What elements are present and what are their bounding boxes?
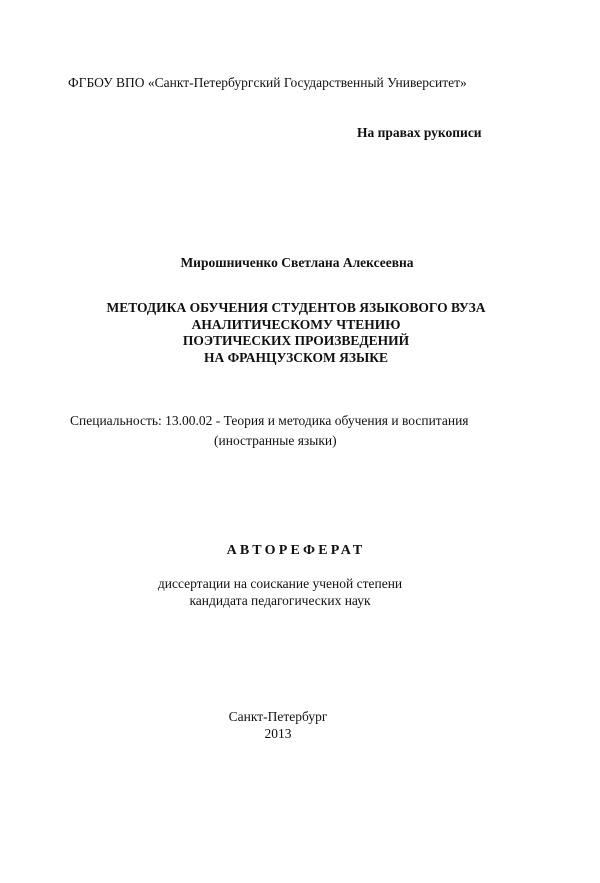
- city: Санкт-Петербург: [228, 709, 328, 724]
- year: 2013: [264, 725, 292, 741]
- publication-place: [0, 709, 556, 742]
- dissertation-title: [0, 300, 592, 366]
- purpose-line: диссертации на соискание ученой степени: [157, 576, 403, 591]
- institution-name: ФГБОУ ВПО «Санкт-Петербургский Государственный Университет»: [68, 75, 467, 90]
- title-line: НА ФРАНЦУЗСКОМ ЯЗЫКЕ: [203, 349, 389, 365]
- purpose-line: кандидата педагогических наук: [189, 592, 371, 608]
- manuscript-note: На правах рукописи: [357, 125, 482, 140]
- document-type: АВТОРЕФЕРАТ: [226, 543, 366, 558]
- specialty-line: Специальность: 13.00.02 - Теория и методика обучения и воспитания: [70, 413, 469, 428]
- document-purpose: [0, 576, 560, 609]
- specialty-subline: (иностранные языки): [214, 433, 337, 448]
- author-name: Мирошниченко Светлана Алексеевна: [180, 255, 414, 270]
- title-line: АНАЛИТИЧЕСКОМУ ЧТЕНИЮ: [191, 316, 401, 332]
- title-line: ПОЭТИЧЕСКИХ ПРОИЗВЕДЕНИЙ: [182, 333, 410, 348]
- title-line: МЕТОДИКА ОБУЧЕНИЯ СТУДЕНТОВ ЯЗЫКОВОГО ВУЗА: [106, 300, 486, 315]
